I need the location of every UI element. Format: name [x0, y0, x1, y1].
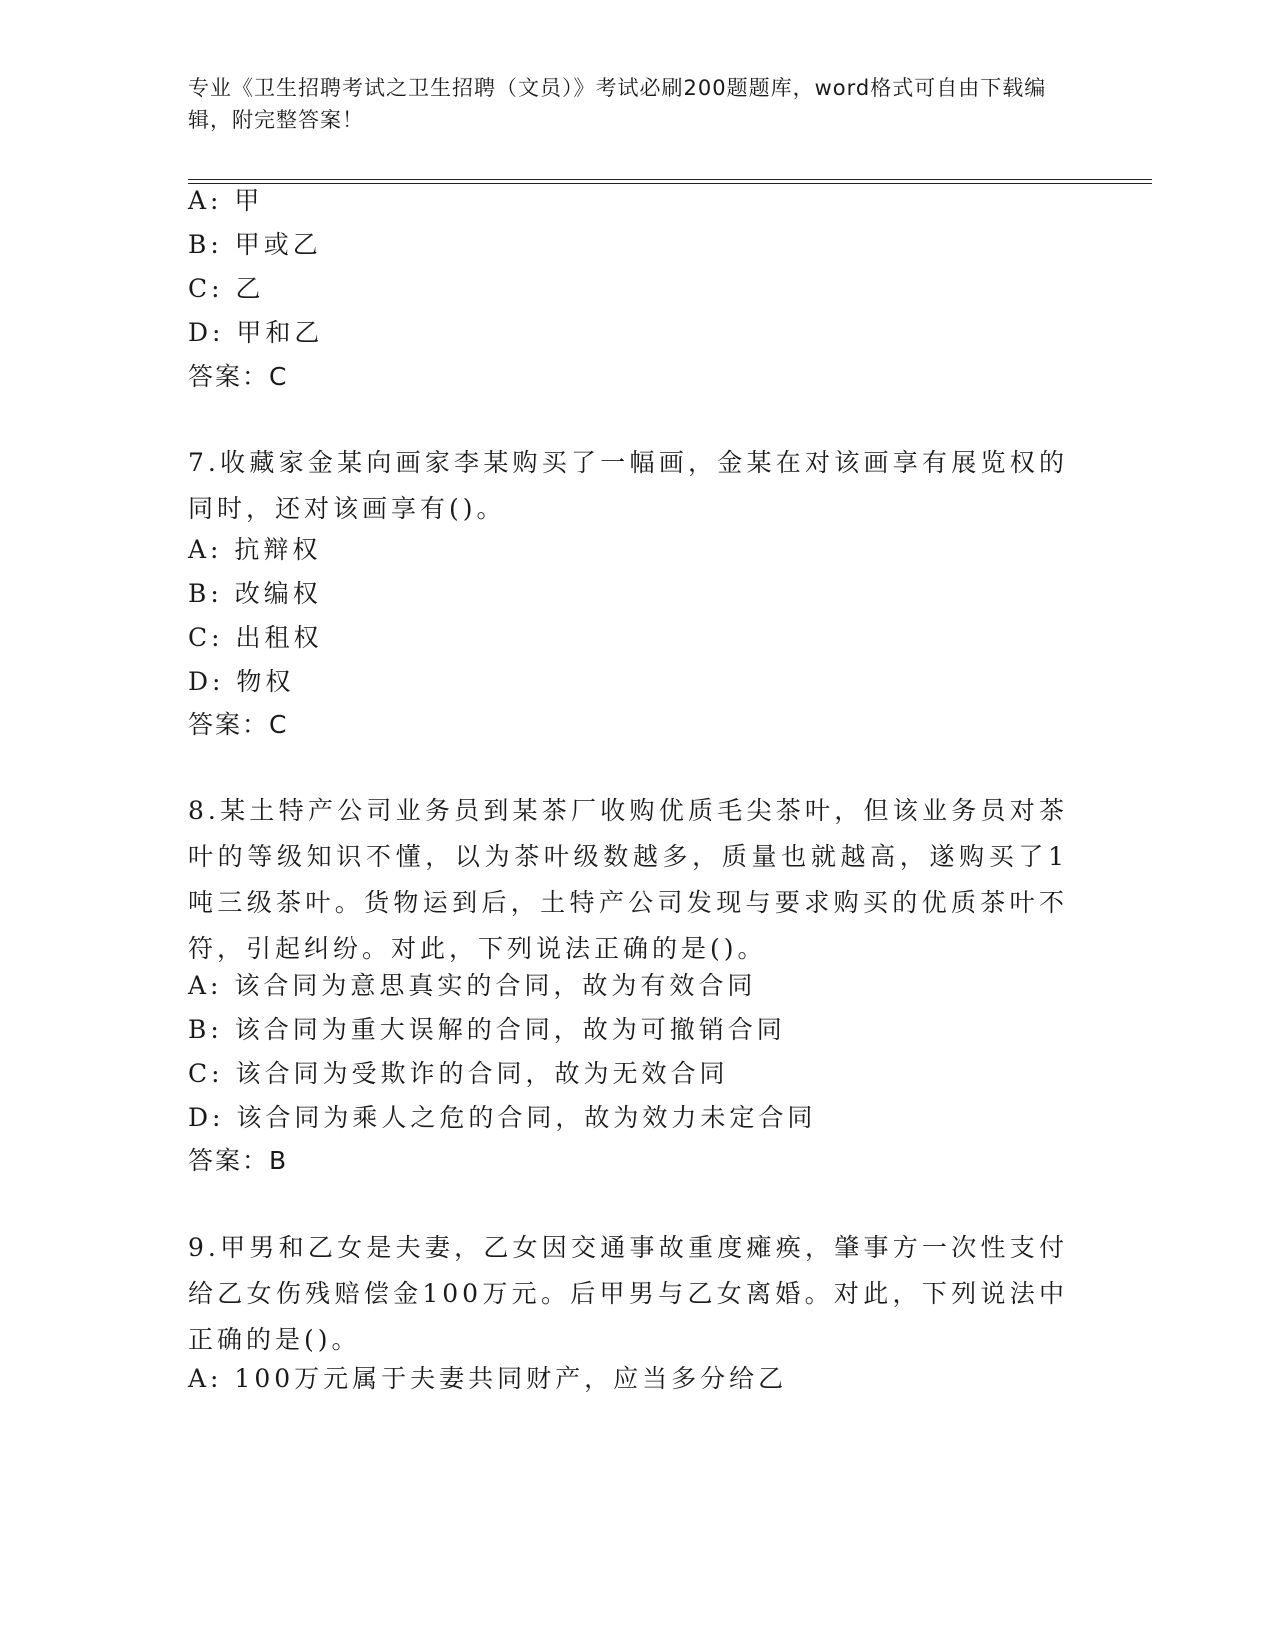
q8-option-b: B: 该合同为重大误解的合同，故为可撤销合同 — [188, 1015, 786, 1044]
q7-option-a: A: 抗辩权 — [188, 535, 322, 564]
q8-option-c: C: 该合同为受欺诈的合同，故为无效合同 — [188, 1059, 729, 1088]
q7-option-b: B: 改编权 — [188, 579, 322, 608]
q8-answer: 答案：B — [188, 1146, 289, 1175]
document-header: 专业《卫生招聘考试之卫生招聘（文员）》考试必刷200题题库，word格式可自由下载编辑，附完整答案！ — [188, 76, 1047, 132]
q7-question: 7.收藏家金某向画家李某购买了一幅画，金某在对该画享有展览权的同时，还对该画享有()。 — [188, 448, 1068, 523]
q8-option-d: D: 该合同为乘人之危的合同，故为效力未定合同 — [188, 1103, 817, 1132]
q6-option-a: A: 甲 — [188, 186, 264, 215]
q6-option-b: B: 甲或乙 — [188, 230, 322, 259]
q8-option-a: A: 该合同为意思真实的合同，故为有效合同 — [188, 971, 757, 1000]
q9-option-a: A: 100万元属于夫妻共同财产，应当多分给乙 — [188, 1364, 788, 1393]
q7-answer: 答案：C — [188, 710, 289, 739]
q8-question: 8.某土特产公司业务员到某茶厂收购优质毛尖茶叶，但该业务员对茶叶的等级知识不懂，以为茶叶级数越多，质量也就越高，遂购买了1吨三级茶叶。货物运到后，土特产公司发现与要求购买的优质茶叶不符，引起纠纷。对此，下列说法正确的是()。 — [188, 796, 1068, 963]
q6-answer: 答案：C — [188, 362, 289, 391]
q7-option-d: D: 物权 — [188, 667, 295, 696]
q9-question: 9.甲男和乙女是夫妻，乙女因交通事故重度瘫痪，肇事方一次性支付给乙女伤残赔偿金100万元。后甲男与乙女离婚。对此，下列说法中正确的是()。 — [188, 1233, 1068, 1354]
q6-option-d: D: 甲和乙 — [188, 318, 324, 347]
q7-option-c: C: 出租权 — [188, 623, 323, 652]
q6-option-c: C: 乙 — [188, 274, 265, 303]
